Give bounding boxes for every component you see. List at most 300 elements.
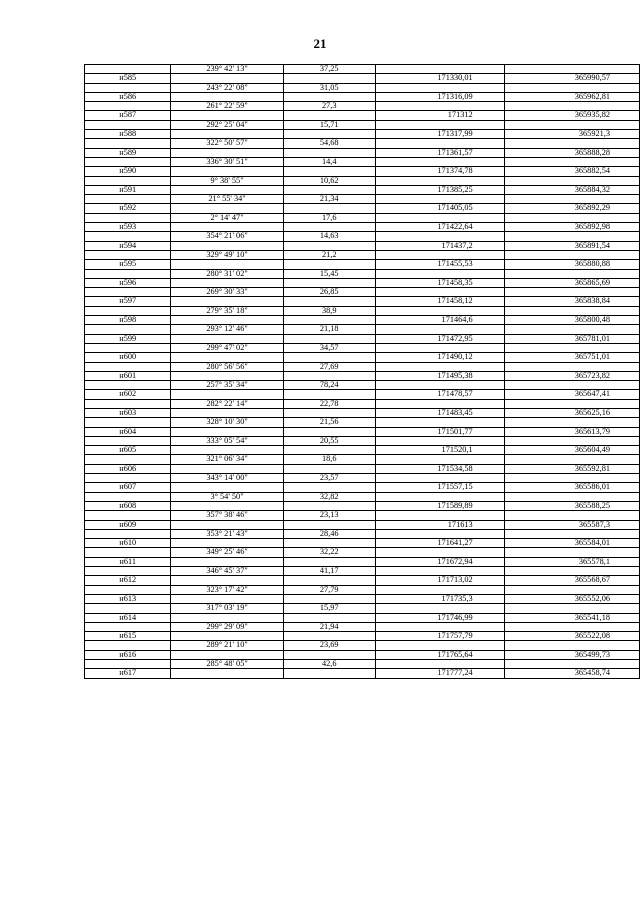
point-row xyxy=(85,390,640,399)
empty-cell xyxy=(504,288,639,297)
length-cell: 32,22 xyxy=(283,548,375,557)
direction-angle-cell: 3° 54' 50" xyxy=(171,492,283,501)
y-coordinate-cell: 365800,48 xyxy=(504,316,639,325)
point-row xyxy=(85,464,640,473)
point-row xyxy=(85,223,640,232)
empty-cell xyxy=(283,594,375,603)
length-cell: 42,6 xyxy=(283,660,375,669)
empty-cell xyxy=(171,167,283,176)
empty-cell xyxy=(85,343,171,352)
empty-cell xyxy=(375,288,504,297)
empty-cell xyxy=(171,185,283,194)
segment-row xyxy=(85,567,640,576)
empty-cell xyxy=(375,641,504,650)
direction-angle-cell: 333° 05' 54" xyxy=(171,436,283,445)
empty-cell xyxy=(504,604,639,613)
empty-cell xyxy=(171,669,283,678)
empty-cell xyxy=(375,381,504,390)
empty-cell xyxy=(504,567,639,576)
segment-row xyxy=(85,157,640,166)
empty-cell xyxy=(375,120,504,129)
y-coordinate-cell: 365613,79 xyxy=(504,427,639,436)
y-coordinate-cell: 365935,82 xyxy=(504,111,639,120)
empty-cell xyxy=(85,381,171,390)
empty-cell xyxy=(375,474,504,483)
empty-cell xyxy=(283,167,375,176)
empty-cell xyxy=(283,74,375,83)
length-cell: 38,9 xyxy=(283,306,375,315)
empty-cell xyxy=(283,297,375,306)
empty-cell xyxy=(85,604,171,613)
point-name-cell: н586 xyxy=(85,92,171,101)
empty-cell xyxy=(504,269,639,278)
empty-cell xyxy=(504,325,639,334)
length-cell: 21,34 xyxy=(283,195,375,204)
x-coordinate-cell: 171374,78 xyxy=(375,167,504,176)
y-coordinate-cell: 365592,81 xyxy=(504,464,639,473)
point-row xyxy=(85,241,640,250)
point-name-cell: н599 xyxy=(85,334,171,343)
point-name-cell: н606 xyxy=(85,464,171,473)
empty-cell xyxy=(85,83,171,92)
point-row xyxy=(85,148,640,157)
empty-cell xyxy=(504,250,639,259)
direction-angle-cell: 292° 25' 04" xyxy=(171,120,283,129)
length-cell: 78,24 xyxy=(283,381,375,390)
direction-angle-cell: 279° 35' 18" xyxy=(171,306,283,315)
length-cell: 32,82 xyxy=(283,492,375,501)
empty-cell xyxy=(283,613,375,622)
y-coordinate-cell: 365604,49 xyxy=(504,446,639,455)
direction-angle-cell: 357° 38' 46" xyxy=(171,511,283,520)
length-cell: 21,2 xyxy=(283,250,375,259)
empty-cell xyxy=(85,65,171,74)
x-coordinate-cell: 171405,05 xyxy=(375,204,504,213)
x-coordinate-cell: 171437,2 xyxy=(375,241,504,250)
length-cell: 14,4 xyxy=(283,157,375,166)
empty-cell xyxy=(375,250,504,259)
length-cell: 21,56 xyxy=(283,418,375,427)
empty-cell xyxy=(375,139,504,148)
empty-cell xyxy=(375,622,504,631)
length-cell: 27,3 xyxy=(283,102,375,111)
point-name-cell: н601 xyxy=(85,371,171,380)
empty-cell xyxy=(85,567,171,576)
empty-cell xyxy=(504,622,639,631)
empty-cell xyxy=(171,427,283,436)
point-name-cell: н605 xyxy=(85,446,171,455)
y-coordinate-cell: 365781,01 xyxy=(504,334,639,343)
empty-cell xyxy=(283,260,375,269)
empty-cell xyxy=(171,539,283,548)
empty-cell xyxy=(283,353,375,362)
direction-angle-cell: 2° 14' 47" xyxy=(171,213,283,222)
length-cell: 37,25 xyxy=(283,65,375,74)
point-row xyxy=(85,594,640,603)
empty-cell xyxy=(504,176,639,185)
length-cell: 26,85 xyxy=(283,288,375,297)
empty-cell xyxy=(85,325,171,334)
empty-cell xyxy=(504,641,639,650)
point-name-cell: н590 xyxy=(85,167,171,176)
length-cell: 10,62 xyxy=(283,176,375,185)
direction-angle-cell: 336° 30' 51" xyxy=(171,157,283,166)
point-row xyxy=(85,408,640,417)
point-name-cell: н587 xyxy=(85,111,171,120)
empty-cell xyxy=(171,650,283,659)
empty-cell xyxy=(283,223,375,232)
point-row xyxy=(85,316,640,325)
segment-row xyxy=(85,492,640,501)
empty-cell xyxy=(171,390,283,399)
empty-cell xyxy=(375,325,504,334)
segment-row xyxy=(85,176,640,185)
empty-cell xyxy=(171,446,283,455)
length-cell: 23,57 xyxy=(283,474,375,483)
point-row xyxy=(85,669,640,678)
empty-cell xyxy=(504,436,639,445)
segment-row xyxy=(85,381,640,390)
point-row xyxy=(85,167,640,176)
empty-cell xyxy=(283,576,375,585)
y-coordinate-cell: 365588,25 xyxy=(504,501,639,510)
x-coordinate-cell: 171458,12 xyxy=(375,297,504,306)
empty-cell xyxy=(375,399,504,408)
length-cell: 15,45 xyxy=(283,269,375,278)
empty-cell xyxy=(171,594,283,603)
length-cell: 21,94 xyxy=(283,622,375,631)
empty-cell xyxy=(85,511,171,520)
segment-row xyxy=(85,102,640,111)
x-coordinate-cell: 171520,1 xyxy=(375,446,504,455)
direction-angle-cell: 282° 22' 14" xyxy=(171,399,283,408)
empty-cell xyxy=(504,660,639,669)
empty-cell xyxy=(283,111,375,120)
point-row xyxy=(85,92,640,101)
direction-angle-cell: 349° 25' 46" xyxy=(171,548,283,557)
x-coordinate-cell: 171495,38 xyxy=(375,371,504,380)
point-name-cell: н593 xyxy=(85,223,171,232)
empty-cell xyxy=(375,269,504,278)
empty-cell xyxy=(85,176,171,185)
empty-cell xyxy=(504,455,639,464)
empty-cell xyxy=(504,102,639,111)
empty-cell xyxy=(375,157,504,166)
empty-cell xyxy=(504,381,639,390)
empty-cell xyxy=(85,474,171,483)
direction-angle-cell: 261° 22' 59" xyxy=(171,102,283,111)
direction-angle-cell: 343° 14' 00" xyxy=(171,474,283,483)
x-coordinate-cell: 171672,94 xyxy=(375,557,504,566)
empty-cell xyxy=(375,604,504,613)
empty-cell xyxy=(171,464,283,473)
empty-cell xyxy=(171,520,283,529)
empty-cell xyxy=(283,520,375,529)
y-coordinate-cell: 365586,01 xyxy=(504,483,639,492)
x-coordinate-cell: 171641,27 xyxy=(375,539,504,548)
direction-angle-cell: 328° 10' 30" xyxy=(171,418,283,427)
coordinates-table xyxy=(84,64,640,679)
empty-cell xyxy=(85,548,171,557)
point-name-cell: н609 xyxy=(85,520,171,529)
empty-cell xyxy=(85,306,171,315)
empty-cell xyxy=(283,92,375,101)
empty-cell xyxy=(85,585,171,594)
empty-cell xyxy=(171,204,283,213)
x-coordinate-cell: 171458,35 xyxy=(375,278,504,287)
direction-angle-cell: 257° 35' 34" xyxy=(171,381,283,390)
segment-row xyxy=(85,213,640,222)
y-coordinate-cell: 365884,32 xyxy=(504,185,639,194)
direction-angle-cell: 21° 55' 34" xyxy=(171,195,283,204)
empty-cell xyxy=(504,362,639,371)
point-row xyxy=(85,427,640,436)
empty-cell xyxy=(171,74,283,83)
length-cell: 54,68 xyxy=(283,139,375,148)
empty-cell xyxy=(283,669,375,678)
segment-row xyxy=(85,120,640,129)
empty-cell xyxy=(171,316,283,325)
x-coordinate-cell: 171361,57 xyxy=(375,148,504,157)
empty-cell xyxy=(85,250,171,259)
point-name-cell: н588 xyxy=(85,130,171,139)
empty-cell xyxy=(375,102,504,111)
direction-angle-cell: 289° 21' 10" xyxy=(171,641,283,650)
segment-row xyxy=(85,306,640,315)
length-cell: 41,17 xyxy=(283,567,375,576)
empty-cell xyxy=(504,548,639,557)
empty-cell xyxy=(375,548,504,557)
y-coordinate-cell: 365921,3 xyxy=(504,130,639,139)
point-name-cell: н594 xyxy=(85,241,171,250)
x-coordinate-cell: 171455,53 xyxy=(375,260,504,269)
direction-angle-cell: 346° 45' 37" xyxy=(171,567,283,576)
point-row xyxy=(85,557,640,566)
segment-row xyxy=(85,511,640,520)
empty-cell xyxy=(283,334,375,343)
empty-cell xyxy=(85,436,171,445)
length-cell: 22,78 xyxy=(283,399,375,408)
point-name-cell: н613 xyxy=(85,594,171,603)
empty-cell xyxy=(171,501,283,510)
x-coordinate-cell: 171765,64 xyxy=(375,650,504,659)
empty-cell xyxy=(504,157,639,166)
point-row xyxy=(85,539,640,548)
empty-cell xyxy=(504,585,639,594)
y-coordinate-cell: 365625,16 xyxy=(504,408,639,417)
point-name-cell: н592 xyxy=(85,204,171,213)
direction-angle-cell: 353° 21' 43" xyxy=(171,529,283,538)
point-row xyxy=(85,501,640,510)
empty-cell xyxy=(171,92,283,101)
point-name-cell: н616 xyxy=(85,650,171,659)
empty-cell xyxy=(171,111,283,120)
coordinates-table-body xyxy=(85,65,640,679)
empty-cell xyxy=(85,288,171,297)
y-coordinate-cell: 365891,54 xyxy=(504,241,639,250)
y-coordinate-cell: 365522,08 xyxy=(504,632,639,641)
empty-cell xyxy=(504,529,639,538)
x-coordinate-cell: 171746,99 xyxy=(375,613,504,622)
length-cell: 20,55 xyxy=(283,436,375,445)
x-coordinate-cell: 171490,12 xyxy=(375,353,504,362)
empty-cell xyxy=(85,492,171,501)
point-row xyxy=(85,334,640,343)
empty-cell xyxy=(85,641,171,650)
direction-angle-cell: 317° 03' 19" xyxy=(171,604,283,613)
empty-cell xyxy=(171,632,283,641)
empty-cell xyxy=(85,660,171,669)
y-coordinate-cell: 365751,01 xyxy=(504,353,639,362)
y-coordinate-cell: 365578,1 xyxy=(504,557,639,566)
empty-cell xyxy=(85,139,171,148)
point-row xyxy=(85,446,640,455)
direction-angle-cell: 243° 22' 08" xyxy=(171,83,283,92)
empty-cell xyxy=(171,557,283,566)
point-name-cell: н597 xyxy=(85,297,171,306)
empty-cell xyxy=(85,455,171,464)
length-cell: 23,69 xyxy=(283,641,375,650)
y-coordinate-cell: 365882,54 xyxy=(504,167,639,176)
direction-angle-cell: 239° 42' 13" xyxy=(171,65,283,74)
empty-cell xyxy=(283,483,375,492)
length-cell: 15,71 xyxy=(283,120,375,129)
point-name-cell: н591 xyxy=(85,185,171,194)
empty-cell xyxy=(375,232,504,241)
empty-cell xyxy=(375,455,504,464)
empty-cell xyxy=(375,418,504,427)
point-row xyxy=(85,185,640,194)
segment-row xyxy=(85,288,640,297)
point-name-cell: н596 xyxy=(85,278,171,287)
point-row xyxy=(85,130,640,139)
page-number: 21 xyxy=(313,36,327,51)
empty-cell xyxy=(375,195,504,204)
empty-cell xyxy=(85,195,171,204)
point-row xyxy=(85,483,640,492)
y-coordinate-cell: 365568,67 xyxy=(504,576,639,585)
point-name-cell: н595 xyxy=(85,260,171,269)
empty-cell xyxy=(283,501,375,510)
point-name-cell: н612 xyxy=(85,576,171,585)
point-row xyxy=(85,650,640,659)
segment-row xyxy=(85,455,640,464)
segment-row xyxy=(85,585,640,594)
x-coordinate-cell: 171330,01 xyxy=(375,74,504,83)
point-row xyxy=(85,297,640,306)
empty-cell xyxy=(504,213,639,222)
empty-cell xyxy=(283,557,375,566)
empty-cell xyxy=(171,613,283,622)
point-name-cell: н607 xyxy=(85,483,171,492)
empty-cell xyxy=(85,269,171,278)
segment-row xyxy=(85,474,640,483)
empty-cell xyxy=(375,492,504,501)
segment-row xyxy=(85,325,640,334)
segment-row xyxy=(85,548,640,557)
point-row xyxy=(85,632,640,641)
empty-cell xyxy=(283,371,375,380)
y-coordinate-cell: 365990,57 xyxy=(504,74,639,83)
point-row xyxy=(85,371,640,380)
y-coordinate-cell: 365552,06 xyxy=(504,594,639,603)
empty-cell xyxy=(504,195,639,204)
empty-cell xyxy=(504,83,639,92)
length-cell: 21,18 xyxy=(283,325,375,334)
empty-cell xyxy=(171,148,283,157)
y-coordinate-cell: 365458,74 xyxy=(504,669,639,678)
empty-cell xyxy=(283,427,375,436)
empty-cell xyxy=(375,436,504,445)
empty-cell xyxy=(283,130,375,139)
direction-angle-cell: 9° 38' 55" xyxy=(171,176,283,185)
empty-cell xyxy=(171,130,283,139)
length-cell: 27,69 xyxy=(283,362,375,371)
point-row xyxy=(85,204,640,213)
direction-angle-cell: 269° 30' 33" xyxy=(171,288,283,297)
y-coordinate-cell: 365584,01 xyxy=(504,539,639,548)
empty-cell xyxy=(375,660,504,669)
empty-cell xyxy=(171,353,283,362)
point-row xyxy=(85,260,640,269)
empty-cell xyxy=(85,120,171,129)
empty-cell xyxy=(283,148,375,157)
direction-angle-cell: 323° 17' 42" xyxy=(171,585,283,594)
point-name-cell: н600 xyxy=(85,353,171,362)
x-coordinate-cell: 171385,25 xyxy=(375,185,504,194)
empty-cell xyxy=(504,139,639,148)
x-coordinate-cell: 171735,3 xyxy=(375,594,504,603)
x-coordinate-cell: 171464,6 xyxy=(375,316,504,325)
point-name-cell: н610 xyxy=(85,539,171,548)
empty-cell xyxy=(283,185,375,194)
y-coordinate-cell: 365587,3 xyxy=(504,520,639,529)
segment-row xyxy=(85,660,640,669)
empty-cell xyxy=(85,399,171,408)
length-cell: 28,46 xyxy=(283,529,375,538)
point-row xyxy=(85,278,640,287)
direction-angle-cell: 329° 49' 10" xyxy=(171,250,283,259)
point-row xyxy=(85,74,640,83)
direction-angle-cell: 321° 06' 34" xyxy=(171,455,283,464)
x-coordinate-cell: 171472,95 xyxy=(375,334,504,343)
empty-cell xyxy=(504,306,639,315)
point-row xyxy=(85,111,640,120)
empty-cell xyxy=(171,278,283,287)
point-name-cell: н617 xyxy=(85,669,171,678)
point-name-cell: н602 xyxy=(85,390,171,399)
direction-angle-cell: 293° 12' 46" xyxy=(171,325,283,334)
y-coordinate-cell: 365892,98 xyxy=(504,223,639,232)
x-coordinate-cell: 171422,64 xyxy=(375,223,504,232)
point-name-cell: н615 xyxy=(85,632,171,641)
segment-row xyxy=(85,641,640,650)
empty-cell xyxy=(171,483,283,492)
empty-cell xyxy=(283,539,375,548)
empty-cell xyxy=(375,511,504,520)
point-name-cell: н589 xyxy=(85,148,171,157)
empty-cell xyxy=(171,223,283,232)
segment-row xyxy=(85,399,640,408)
empty-cell xyxy=(85,418,171,427)
segment-row xyxy=(85,250,640,259)
empty-cell xyxy=(85,362,171,371)
segment-row xyxy=(85,362,640,371)
empty-cell xyxy=(171,408,283,417)
empty-cell xyxy=(171,576,283,585)
empty-cell xyxy=(504,232,639,241)
empty-cell xyxy=(283,390,375,399)
